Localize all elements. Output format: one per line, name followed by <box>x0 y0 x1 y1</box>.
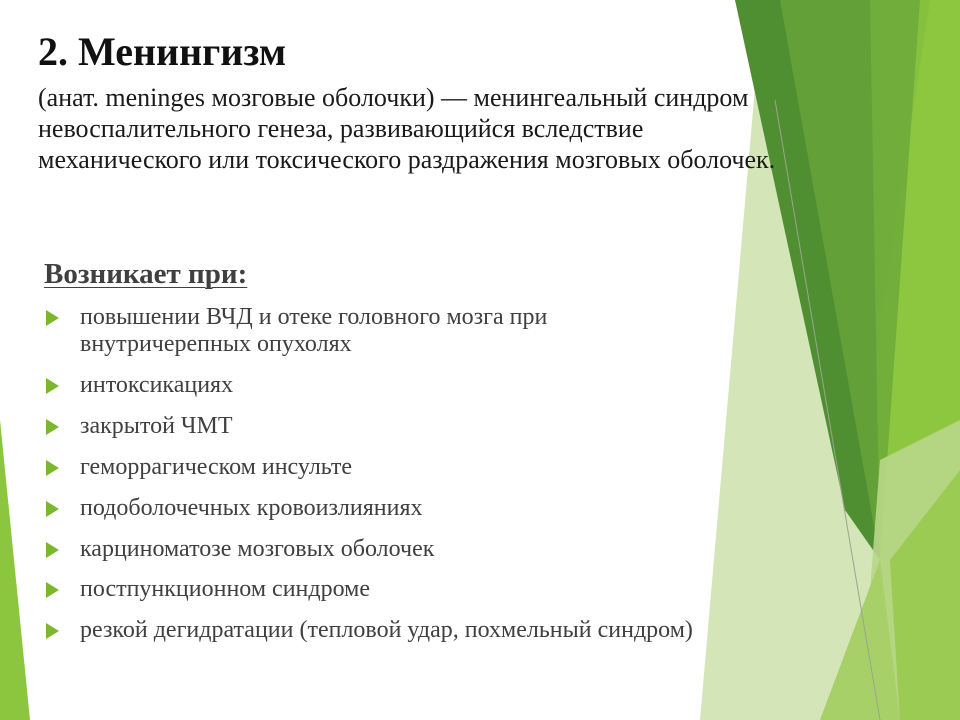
causes-heading: Возникает при: <box>44 258 248 290</box>
list-item-line: постпункционном синдроме <box>80 576 370 602</box>
triangle-bullet-icon <box>46 378 59 394</box>
list-item-text <box>80 617 693 644</box>
list-item-line: внутричерепных опухолях <box>80 331 352 357</box>
triangle-bullet-icon <box>46 582 59 598</box>
list-item-text <box>80 413 233 440</box>
definition-text <box>38 82 938 175</box>
triangle-bullet-icon <box>46 501 59 517</box>
definition-line: (анат. meninges мозговые оболочки) — менингеальный синдром <box>38 83 749 112</box>
list-item-text <box>80 495 423 522</box>
slide-title: 2. Менингизм <box>38 29 287 74</box>
list-item-line: карциноматозе мозговых оболочек <box>80 536 435 562</box>
triangle-bullet-icon <box>46 542 59 558</box>
triangle-bullet-icon <box>46 419 59 435</box>
list-item-text <box>80 304 547 358</box>
list-item-line: геморрагическом инсульте <box>80 454 352 480</box>
definition-line: механического или токсического раздражения мозговых оболочек. <box>38 145 776 174</box>
list-item-line: повышении ВЧД и отеке головного мозга при <box>80 304 548 330</box>
list-item-line: закрытой ЧМТ <box>80 413 233 439</box>
list-item-line: подоболочечных кровоизлияниях <box>80 495 423 521</box>
list-item-line: резкой дегидратации (тепловой удар, похмельный синдром) <box>80 617 693 643</box>
list-item-text <box>80 372 233 399</box>
triangle-bullet-icon <box>46 623 59 639</box>
list-item-text <box>80 536 434 563</box>
triangle-bullet-icon <box>46 460 59 476</box>
list-item-line: интоксикациях <box>80 372 234 398</box>
definition-line: невоспалительного генеза, развивающийся вследствие <box>38 114 644 143</box>
list-item-text <box>80 576 370 603</box>
triangle-bullet-icon <box>46 310 59 326</box>
list-item-text <box>80 454 352 481</box>
